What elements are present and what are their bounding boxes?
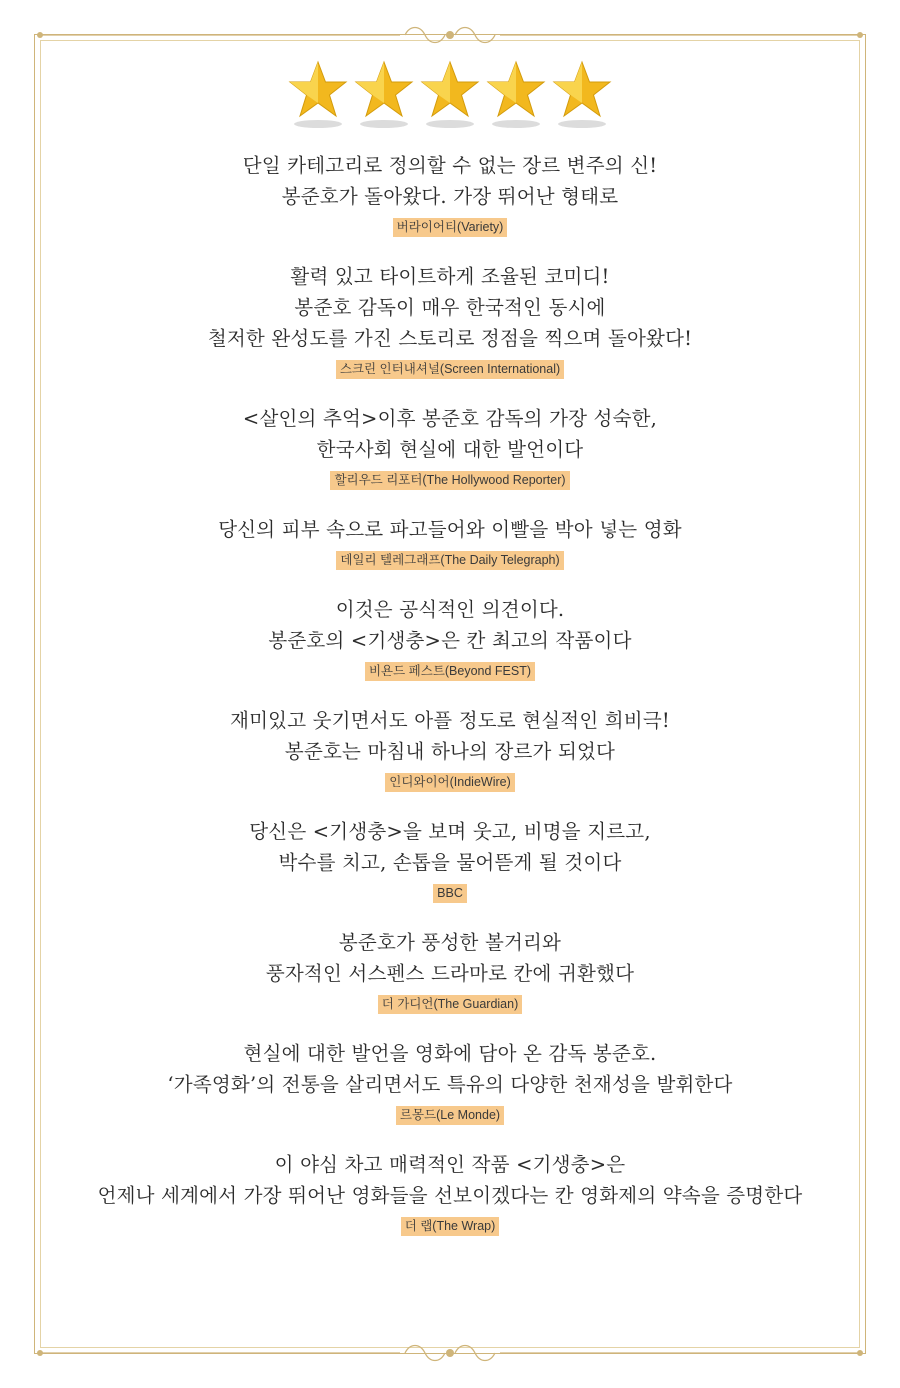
review-list (0, 150, 900, 1260)
review-source-badge: 스크린 인터내셔널(Screen International) (336, 360, 564, 379)
review-source-badge: 더 가디언(The Guardian) (378, 995, 523, 1014)
review-source-badge: 데일리 텔레그래프(The Daily Telegraph) (336, 551, 563, 570)
review-quote: <살인의 추억>이후 봉준호 감독의 가장 성숙한, 한국사회 현실에 대한 발언이다 (242, 407, 658, 461)
star-icon (552, 60, 612, 132)
review-item (0, 1149, 900, 1236)
review-quote: 활력 있고 타이트하게 조율된 코미디! 봉준호 감독이 매우 한국적인 동시에 철저한 완성도를 가진 스토리로 정점을 찍으며 돌아왔다! (207, 265, 693, 350)
review-item (0, 927, 900, 1014)
review-quote: 당신의 피부 속으로 파고들어와 이빨을 박아 넣는 영화 (218, 518, 682, 541)
review-item (0, 705, 900, 792)
review-quote: 당신은 <기생충>을 보며 웃고, 비명을 지르고, 박수를 치고, 손톱을 물어뜯게 될 것이다 (249, 820, 651, 874)
review-item (0, 150, 900, 237)
review-item (0, 1038, 900, 1125)
review-item (0, 816, 900, 903)
star-icon (354, 60, 414, 132)
review-source-badge: 비욘드 페스트(Beyond FEST) (365, 662, 535, 681)
review-quote: 이것은 공식적인 의견이다. 봉준호의 <기생충>은 칸 최고의 작품이다 (268, 598, 632, 652)
review-source-badge: 르몽드(Le Monde) (396, 1106, 504, 1125)
star-icon (288, 60, 348, 132)
review-source-badge: BBC (433, 884, 467, 903)
bottom-ornament (0, 1338, 900, 1368)
review-quote: 이 야심 차고 매력적인 작품 <기생충>은 언제나 세계에서 가장 뛰어난 영화들을 선보이겠다는 칸 영화제의 약속을 증명한다 (97, 1153, 803, 1207)
review-item (0, 514, 900, 570)
review-source-badge: 할리우드 리포터(The Hollywood Reporter) (330, 471, 569, 490)
review-quote: 재미있고 웃기면서도 아플 정도로 현실적인 희비극! 봉준호는 마침내 하나의 장르가 되었다 (230, 709, 670, 763)
star-icon (420, 60, 480, 132)
star-icon (486, 60, 546, 132)
review-quote: 현실에 대한 발언을 영화에 담아 온 감독 봉준호. ‘가족영화’의 전통을 살리면서도 특유의 다양한 천재성을 발휘한다 (167, 1042, 733, 1096)
review-source-badge: 더 랩(The Wrap) (401, 1217, 500, 1236)
review-item (0, 594, 900, 681)
review-quote: 단일 카테고리로 정의할 수 없는 장르 변주의 신! 봉준호가 돌아왔다. 가장 뛰어난 형태로 (242, 154, 658, 208)
review-item (0, 403, 900, 490)
review-quote: 봉준호가 풍성한 볼거리와 풍자적인 서스펜스 드라마로 칸에 귀환했다 (265, 931, 635, 985)
star-rating (0, 60, 900, 140)
top-ornament (0, 20, 900, 50)
review-item (0, 261, 900, 379)
review-source-badge: 인디와이어(IndieWire) (385, 773, 515, 792)
review-source-badge: 버라이어티(Variety) (393, 218, 508, 237)
